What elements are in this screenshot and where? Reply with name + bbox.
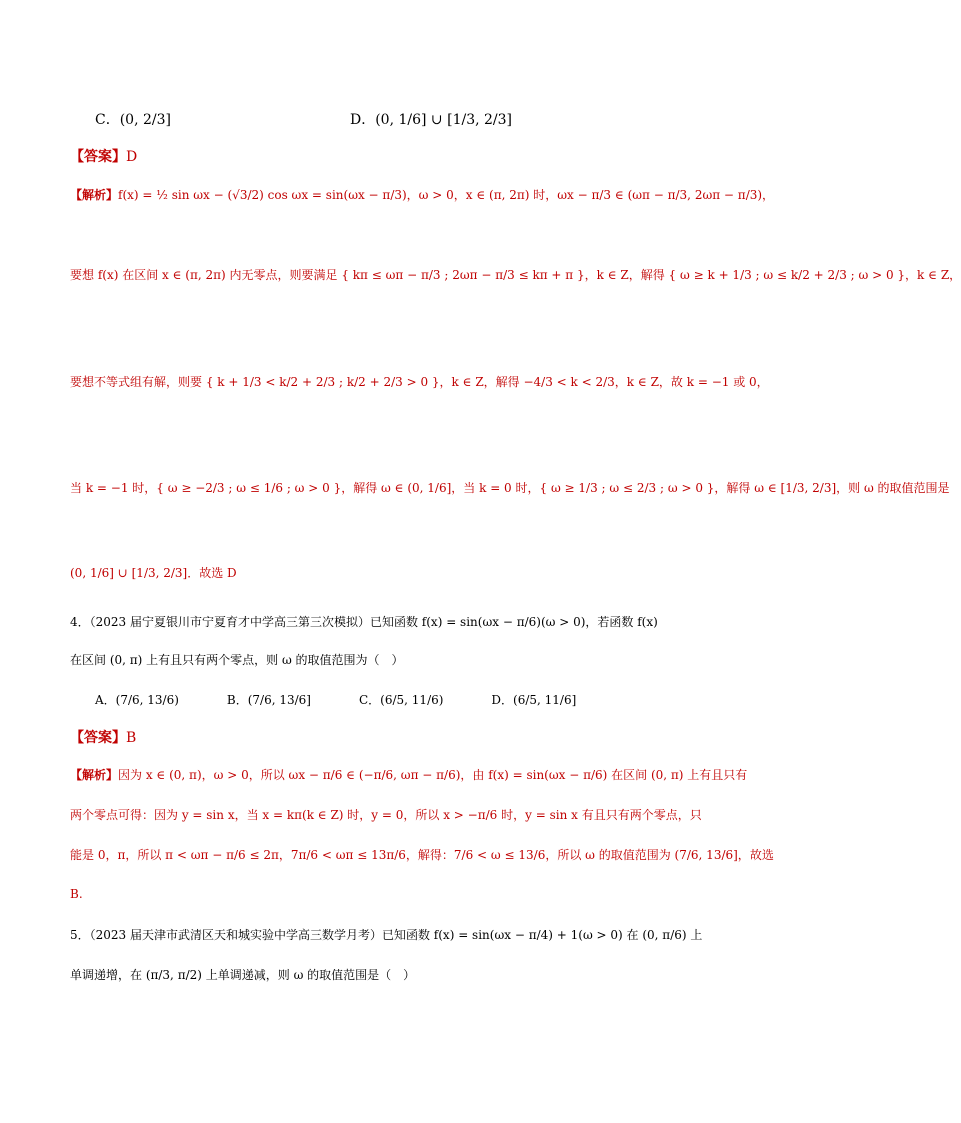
analysis-2-line-2: 两个零点可得：因为 y = sin x，当 x = kπ(k ∈ Z) 时，y = 0，所以 x > −π/6 时，y = sin x 有且只有两个零点，只 (70, 808, 702, 822)
question-4-options: A．(7/6, 13/6) B．(7/6, 13/6] C．(6/5, 11/6) D．(6/5, 11/6] (95, 693, 577, 707)
question-4-line-1: 4．（2023 届宁夏银川市宁夏育才中学高三第三次模拟）已知函数 f(x) = sin(ωx − π/6)(ω > 0)，若函数 f(x) (70, 615, 658, 629)
analysis-1-line-4: 当 k = −1 时，{ ω ≥ −2/3 ; ω ≤ 1/6 ; ω > 0 }，解得 ω ∈ (0, 1/6]，当 k = 0 时，{ ω ≥ 1/3 ; ω ≤ 2/3 ; ω > 0 }，解得 ω ∈ [1/3, 2/3]，则 ω 的取值范围是 (70, 481, 950, 495)
option-d: D．(0, 1/6] ∪ [1/3, 2/3] (350, 112, 513, 128)
answer-1: 【答案】D (70, 149, 138, 165)
analysis-1-line-2: 要想 f(x) 在区间 x ∈ (π, 2π) 内无零点，则要满足 { kπ ≤ ωπ − π/3 ; 2ωπ − π/3 ≤ kπ + π }，k ∈ Z，解得 { ω ≥ k + 1/3 ; ω ≤ k/2 + 2/3 ; ω > 0 }，k ∈ Z， (70, 268, 961, 282)
analysis-2-line-3: 能是 0，π，所以 π < ωπ − π/6 ≤ 2π，7π/6 < ωπ ≤ 13π/6，解得：7/6 < ω ≤ 13/6，所以 ω 的取值范围为 (7/6, 13/6]，故选 (70, 848, 774, 862)
analysis-tag: 【解析】 (70, 768, 119, 782)
analysis-tag: 【解析】 (70, 188, 119, 202)
question-4-line-2: 在区间 (0, π) 上有且只有两个零点，则 ω 的取值范围为（ ） (70, 653, 404, 667)
option-c: C．(0, 2/3] (95, 112, 171, 128)
analysis-1-line-5: (0, 1/6] ∪ [1/3, 2/3]．故选 D (70, 566, 237, 580)
answer-tag: 【答案】 (70, 730, 126, 746)
analysis-2-line-1: 【解析】因为 x ∈ (0, π)，ω > 0，所以 ωx − π/6 ∈ (−π/6, ωπ − π/6)，由 f(x) = sin(ωx − π/6) 在区间 (0, π) 上有且只有 (70, 768, 748, 782)
analysis-1-line-1: 【解析】f(x) = ½ sin ωx − (√3/2) cos ωx = sin(ωx − π/3)，ω > 0，x ∈ (π, 2π) 时，ωx − π/3 ∈ (ωπ − π/3, 2ωπ − π/3)， (70, 188, 775, 202)
question-5-line-1: 5．（2023 届天津市武清区天和城实验中学高三数学月考）已知函数 f(x) = sin(ωx − π/4) + 1(ω > 0) 在 (0, π/6) 上 (70, 928, 703, 942)
answer-2: 【答案】B (70, 730, 137, 746)
analysis-1-line-3: 要想不等式组有解，则要 { k + 1/3 < k/2 + 2/3 ; k/2 + 2/3 > 0 }，k ∈ Z，解得 −4/3 < k < 2/3，k ∈ Z，故 k = −1 或 0， (70, 375, 769, 389)
question-5-line-2: 单调递增，在 (π/3, π/2) 上单调递减，则 ω 的取值范围是（ ） (70, 968, 416, 982)
analysis-2-line-4: B. (70, 887, 83, 901)
answer-tag: 【答案】 (70, 149, 126, 165)
